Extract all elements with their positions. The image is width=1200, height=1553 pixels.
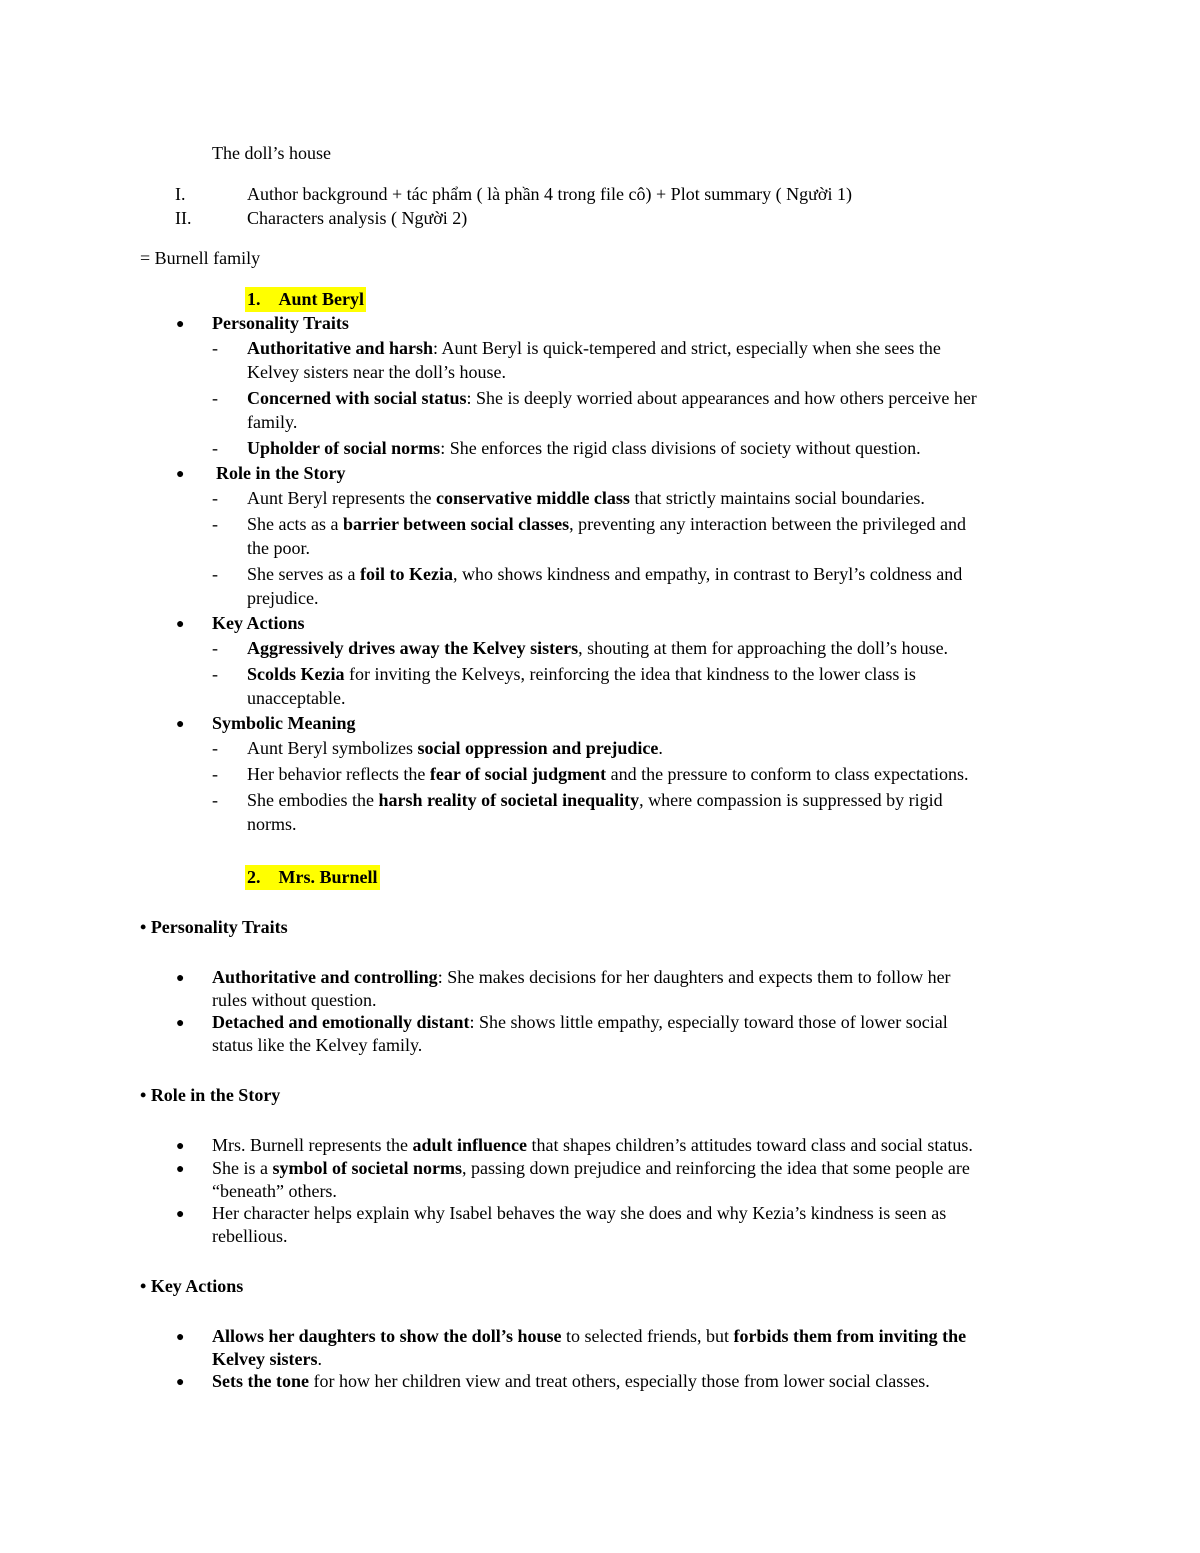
list-item-continued: status like the Kelvey family. — [212, 1035, 423, 1055]
outline-item: Characters analysis ( Người 2) — [247, 208, 468, 228]
list-item-continued: “beneath” others. — [212, 1181, 337, 1201]
bullet-icon: ● — [176, 1375, 185, 1390]
dash-icon: - — [212, 764, 218, 784]
list-item: Authoritative and harsh: Aunt Beryl is quick-tempered and strict, especially when she sees the — [247, 338, 941, 358]
list-item: Her behavior reflects the fear of social judgment and the pressure to conform to class expectations. — [247, 764, 969, 784]
list-item-continued: unacceptable. — [247, 688, 346, 708]
section-heading-mrs-burnell — [245, 865, 380, 890]
bullet-icon: ● — [176, 1330, 185, 1345]
list-item-continued: prejudice. — [247, 588, 319, 608]
document-title: The doll’s house — [212, 143, 331, 163]
list-item: Scolds Kezia for inviting the Kelveys, reinforcing the idea that kindness to the lower class is — [247, 664, 916, 684]
bullet-icon: ● — [176, 617, 185, 632]
dash-icon: - — [212, 338, 218, 358]
section-title: Aunt Beryl — [278, 289, 364, 309]
subsection-label: • Role in the Story — [140, 1085, 281, 1105]
list-item: Aunt Beryl represents the conservative middle class that strictly maintains social boundaries. — [247, 488, 925, 508]
subsection-label: Role in the Story — [216, 463, 346, 483]
list-item-continued: rebellious. — [212, 1226, 288, 1246]
section-title: Mrs. Burnell — [278, 867, 378, 887]
bullet-icon: ● — [176, 717, 185, 732]
dash-icon: - — [212, 790, 218, 810]
outline-item: Author background + tác phẩm ( là phần 4 trong file cô) + Plot summary ( Người 1) — [247, 184, 852, 204]
bullet-icon: ● — [176, 1139, 185, 1154]
list-item-continued: Kelvey sisters near the doll’s house. — [247, 362, 506, 382]
dash-icon: - — [212, 488, 218, 508]
bullet-icon: ● — [176, 1016, 185, 1031]
dash-icon: - — [212, 388, 218, 408]
bullet-icon: ● — [176, 1207, 185, 1222]
list-item-continued: norms. — [247, 814, 297, 834]
outline-number: II. — [175, 208, 192, 228]
list-item-continued: Kelvey sisters. — [212, 1349, 322, 1369]
list-item: Allows her daughters to show the doll’s house to selected friends, but forbids them from inviting the — [212, 1326, 967, 1346]
list-item: Detached and emotionally distant: She shows little empathy, especially toward those of lower social — [212, 1012, 948, 1032]
list-item: Upholder of social norms: She enforces the rigid class divisions of society without question. — [247, 438, 921, 458]
list-item-continued: rules without question. — [212, 990, 377, 1010]
list-item: Concerned with social status: She is deeply worried about appearances and how others perceive her — [247, 388, 977, 408]
section-heading-aunt-beryl — [245, 287, 366, 312]
subsection-label: • Key Actions — [140, 1276, 244, 1296]
list-item: Aggressively drives away the Kelvey sisters, shouting at them for approaching the doll’s house. — [247, 638, 949, 658]
dash-icon: - — [212, 564, 218, 584]
family-heading: = Burnell family — [140, 248, 261, 268]
outline-number: I. — [175, 184, 186, 204]
bullet-icon: ● — [176, 1162, 185, 1177]
list-item: She embodies the harsh reality of societal inequality, where compassion is suppressed by rigid — [247, 790, 943, 810]
dash-icon: - — [212, 738, 218, 758]
dash-icon: - — [212, 514, 218, 534]
list-item: She serves as a foil to Kezia, who shows kindness and empathy, in contrast to Beryl’s coldness and — [247, 564, 963, 584]
bullet-icon: ● — [176, 317, 185, 332]
list-item: Sets the tone for how her children view and treat others, especially those from lower social classes. — [212, 1371, 930, 1391]
dash-icon: - — [212, 638, 218, 658]
subsection-label: Personality Traits — [212, 313, 349, 333]
list-item: Aunt Beryl symbolizes social oppression and prejudice. — [247, 738, 663, 758]
list-item-continued: the poor. — [247, 538, 310, 558]
section-number: 1. — [247, 289, 261, 309]
subsection-label: • Personality Traits — [140, 917, 288, 937]
subsection-label: Symbolic Meaning — [212, 713, 356, 733]
list-item: Mrs. Burnell represents the adult influence that shapes children’s attitudes toward class and social status. — [212, 1135, 973, 1155]
dash-icon: - — [212, 438, 218, 458]
list-item-continued: family. — [247, 412, 298, 432]
subsection-label: Key Actions — [212, 613, 305, 633]
section-number: 2. — [247, 867, 261, 887]
bullet-icon: ● — [176, 971, 185, 986]
bullet-icon: ● — [176, 467, 185, 482]
list-item: Her character helps explain why Isabel behaves the way she does and why Kezia’s kindness is seen as — [212, 1203, 947, 1223]
list-item: She acts as a barrier between social classes, preventing any interaction between the privileged and — [247, 514, 966, 534]
dash-icon: - — [212, 664, 218, 684]
list-item: She is a symbol of societal norms, passing down prejudice and reinforcing the idea that some people are — [212, 1158, 970, 1178]
list-item: Authoritative and controlling: She makes decisions for her daughters and expects them to follow her — [212, 967, 951, 987]
